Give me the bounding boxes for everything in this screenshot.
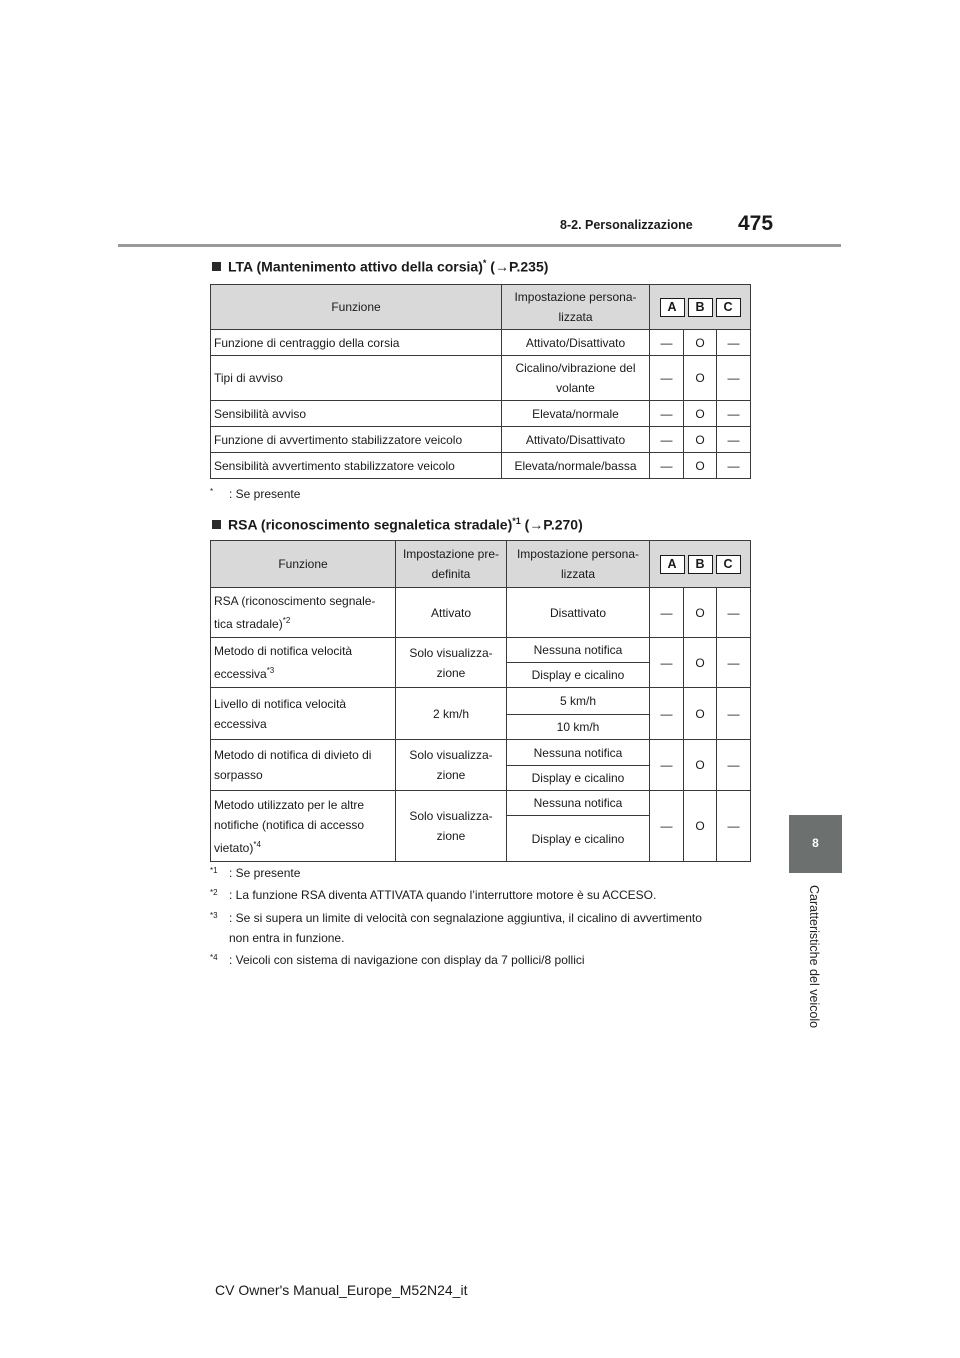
- mark-b: O: [684, 588, 717, 638]
- default-cell: Solo visualizza-zione: [396, 740, 507, 791]
- mark-a: —: [650, 588, 684, 638]
- footnote-text: : Se presente: [229, 866, 301, 880]
- rsa-heading-text: RSA (riconoscimento segnaletica stradale): [228, 516, 513, 533]
- mark-a: —: [650, 330, 684, 356]
- col-header-abc: [650, 541, 751, 588]
- chapter-number: 8: [812, 836, 819, 850]
- mark-b: O: [684, 356, 717, 401]
- custom-cell: Display e cicalino: [507, 816, 650, 862]
- footnote-mark: *1: [210, 866, 218, 875]
- mark-c: —: [717, 638, 751, 688]
- feature-cell: Funzione di centraggio della corsia: [211, 330, 502, 356]
- mark-a: —: [650, 453, 684, 479]
- mark-c: —: [717, 791, 751, 862]
- feature-mark: *2: [282, 616, 291, 625]
- custom-cell: Nessuna notifica: [507, 791, 650, 816]
- mark-c: —: [717, 427, 751, 453]
- col-header-abc: [650, 285, 751, 330]
- feature-mark: *3: [266, 666, 275, 675]
- lta-heading: [212, 258, 548, 275]
- custom-cell: Attivato/Disattivato: [502, 427, 650, 453]
- lta-table: [210, 284, 751, 479]
- feature-cell: Funzione di avvertimento stabilizzatore veicolo: [211, 427, 502, 453]
- table-row: [211, 401, 751, 427]
- label-c-icon: C: [716, 298, 741, 317]
- table-row: [211, 638, 751, 663]
- mark-c: —: [717, 330, 751, 356]
- lta-footnote: [210, 487, 301, 502]
- rsa-page-ref: (→P.270): [524, 516, 583, 533]
- header-divider: [118, 244, 841, 247]
- feature-cell: [211, 791, 396, 862]
- custom-cell: Disattivato: [507, 588, 650, 638]
- col-header-custom: Impostazione persona-lizzata: [502, 285, 650, 330]
- lta-heading-mark: *: [482, 258, 487, 268]
- feature-cell: [211, 588, 396, 638]
- feature-cell: Sensibilità avviso: [211, 401, 502, 427]
- default-cell: Attivato: [396, 588, 507, 638]
- rsa-table: [210, 540, 751, 862]
- document-footer: CV Owner's Manual_Europe_M52N24_it: [215, 1282, 468, 1298]
- feature-cell: [211, 638, 396, 688]
- feature-cell: Sensibilità avvertimento stabilizzatore veicolo: [211, 453, 502, 479]
- footnote-mark: *2: [210, 888, 218, 897]
- mark-a: —: [650, 740, 684, 791]
- label-c-icon: C: [716, 555, 741, 574]
- default-cell: 2 km/h: [396, 688, 507, 740]
- table-row: [211, 453, 751, 479]
- mark-a: —: [650, 427, 684, 453]
- chapter-title: Caratteristiche del veicolo: [807, 885, 821, 1029]
- label-a-icon: A: [660, 555, 685, 574]
- lta-heading-text: LTA (Mantenimento attivo della corsia): [228, 258, 483, 275]
- rsa-heading-mark: *1: [512, 516, 521, 526]
- footnote-text: : La funzione RSA diventa ATTIVATA quando l’interruttore motore è su ACCESO.: [229, 888, 657, 902]
- label-b-icon: B: [688, 555, 713, 574]
- mark-a: —: [650, 638, 684, 688]
- footnote-text: : Se si supera un limite di velocità con segnalazione aggiuntiva, il cicalino di avvertimento: [229, 911, 702, 925]
- custom-cell: Nessuna notifica: [507, 740, 650, 766]
- feature-cell: Metodo di notifica di divieto di sorpasso: [211, 740, 396, 791]
- mark-b: O: [684, 740, 717, 791]
- mark-a: —: [650, 791, 684, 862]
- mark-a: —: [650, 688, 684, 740]
- custom-cell: Elevata/normale: [502, 401, 650, 427]
- feature-cell: Livello di notifica velocità eccessiva: [211, 688, 396, 740]
- footnote-text: : Veicoli con sistema di navigazione con display da 7 pollici/8 pollici: [229, 953, 585, 967]
- square-bullet-icon: [212, 262, 221, 271]
- feature-cell: Tipi di avviso: [211, 356, 502, 401]
- custom-cell: Display e cicalino: [507, 766, 650, 791]
- mark-a: —: [650, 356, 684, 401]
- custom-cell: Cicalino/vibrazione del volante: [502, 356, 650, 401]
- footnote-mark: *3: [210, 911, 218, 920]
- table-row: [211, 427, 751, 453]
- custom-cell: 5 km/h: [507, 688, 650, 715]
- table-row: [211, 740, 751, 766]
- mark-c: —: [717, 688, 751, 740]
- custom-cell: 10 km/h: [507, 715, 650, 740]
- lta-page-ref: (→P.235): [490, 258, 549, 275]
- mark-c: —: [717, 453, 751, 479]
- col-header-feature: Funzione: [211, 541, 396, 588]
- mark-c: —: [717, 401, 751, 427]
- col-header-custom: Impostazione persona-lizzata: [507, 541, 650, 588]
- feature-text: Metodo utilizzato per le altre notifiche (notifica di accesso vietato): [214, 797, 365, 855]
- col-header-default: Impostazione pre-definita: [396, 541, 507, 588]
- rsa-footnote: [210, 866, 301, 881]
- default-cell: Solo visualizza-zione: [396, 638, 507, 688]
- mark-b: O: [684, 427, 717, 453]
- mark-c: —: [717, 740, 751, 791]
- footnote-mark: *4: [210, 953, 218, 962]
- custom-cell: Nessuna notifica: [507, 638, 650, 663]
- table-row: [211, 688, 751, 715]
- feature-mark: *4: [253, 839, 261, 849]
- mark-a: —: [650, 401, 684, 427]
- custom-cell: Elevata/normale/bassa: [502, 453, 650, 479]
- label-a-icon: A: [660, 298, 685, 317]
- custom-cell: Attivato/Disattivato: [502, 330, 650, 356]
- footnote-mark: *: [210, 487, 214, 496]
- page-number: 475: [738, 212, 774, 235]
- col-header-feature: Funzione: [211, 285, 502, 330]
- table-row: [211, 330, 751, 356]
- table-row: [211, 588, 751, 638]
- chapter-tab: [789, 815, 842, 873]
- rsa-footnote: [210, 953, 585, 968]
- footnote-continuation: non entra in funzione.: [229, 931, 345, 945]
- rsa-heading: [212, 516, 583, 533]
- label-b-icon: B: [688, 298, 713, 317]
- feature-text: Metodo di notifica velocità eccessiva: [214, 644, 353, 681]
- custom-cell: Display e cicalino: [507, 663, 650, 688]
- table-row: [211, 791, 751, 816]
- mark-b: O: [684, 330, 717, 356]
- section-header: 8-2. Personalizzazione: [560, 218, 693, 232]
- table-header-row: [211, 285, 751, 330]
- rsa-footnote: [210, 888, 657, 903]
- table-row: [211, 356, 751, 401]
- default-cell: Solo visualizza-zione: [396, 791, 507, 862]
- table-header-row: [211, 541, 751, 588]
- footnote-text: : Se presente: [229, 487, 301, 501]
- rsa-footnote: [210, 911, 702, 945]
- feature-text: RSA (riconoscimento segnale-tica stradale): [214, 594, 376, 631]
- mark-b: O: [684, 401, 717, 427]
- mark-c: —: [717, 356, 751, 401]
- square-bullet-icon: [212, 520, 221, 529]
- mark-b: O: [684, 638, 717, 688]
- mark-b: O: [684, 453, 717, 479]
- mark-c: —: [717, 588, 751, 638]
- mark-b: O: [684, 791, 717, 862]
- mark-b: O: [684, 688, 717, 740]
